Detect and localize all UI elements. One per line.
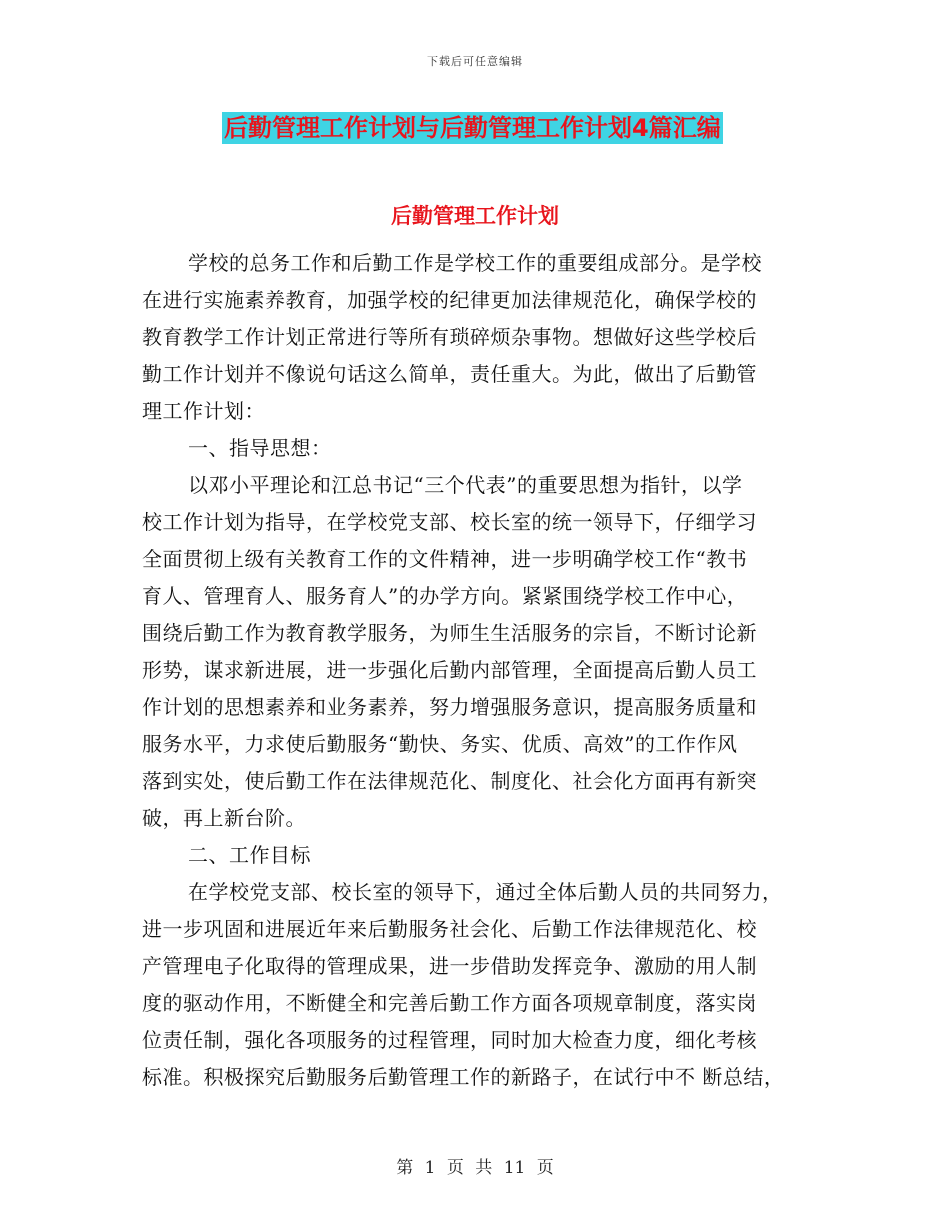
paragraph-line: 位责任制，强化各项服务的过程管理，同时加大检查力度，细化考核 bbox=[142, 1028, 757, 1052]
paragraph-line: 破，再上新台阶。 bbox=[142, 806, 306, 830]
paragraph-line: 以邓小平理论和江总书记“三个代表”的重要思想为指针，以学 bbox=[188, 473, 743, 497]
paragraph-line: 落到实处，使后勤工作在法律规范化、制度化、社会化方面再有新突 bbox=[142, 769, 757, 793]
paragraph-line: 围绕后勤工作为教育教学服务，为师生生活服务的宗旨，不断讨论新 bbox=[142, 621, 757, 645]
heading-line: 二、工作目标 bbox=[188, 843, 311, 867]
paragraph-line: 校工作计划为指导，在学校党支部、校长室的统一领导下，仔细学习 bbox=[142, 510, 757, 534]
page-number-footer: 第 1 页 共 11 页 bbox=[396, 1158, 554, 1178]
paragraph-line: 勤工作计划并不像说句话这么简单，责任重大。为此，做出了后勤管 bbox=[142, 362, 757, 386]
header-note: 下载后可任意编辑 bbox=[427, 55, 523, 68]
paragraph-line: 全面贯彻上级有关教育工作的文件精神，进一步明确学校工作“教书 bbox=[142, 547, 748, 571]
paragraph-line: 形势，谋求新进展，进一步强化后勤内部管理，全面提高后勤人员工 bbox=[142, 658, 757, 682]
heading-line: 一、指导思想： bbox=[188, 436, 332, 460]
paragraph-line: 标准。积极探究后勤服务后勤管理工作的新路子，在试行中不 断总结， bbox=[142, 1065, 785, 1089]
section-title: 后勤管理工作计划 bbox=[391, 204, 559, 228]
paragraph-line: 教育教学工作计划正常进行等所有琐碎烦杂事物。想做好这些学校后 bbox=[142, 325, 757, 349]
paragraph-line: 理工作计划： bbox=[142, 399, 265, 423]
paragraph-line: 服务水平，力求使后勤服务“勤快、务实、优质、高效”的工作作风 bbox=[142, 732, 738, 756]
paragraph-line: 作计划的思想素养和业务素养，努力增强服务意识，提高服务质量和 bbox=[142, 695, 757, 719]
paragraph-line: 产管理电子化取得的管理成果，进一步借助发挥竞争、激励的用人制 bbox=[142, 954, 757, 978]
paragraph-line: 在学校党支部、校长室的领导下，通过全体后勤人员的共同努力， bbox=[188, 880, 783, 904]
paragraph-line: 育人、管理育人、服务育人”的办学方向。紧紧围绕学校工作中心， bbox=[142, 584, 748, 608]
paragraph-line: 进一步巩固和进展近年来后勤服务社会化、后勤工作法律规范化、校 bbox=[142, 917, 757, 941]
main-title: 后勤管理工作计划与后勤管理工作计划4篇汇编 bbox=[224, 114, 721, 142]
paragraph-line: 度的驱动作用，不断健全和完善后勤工作方面各项规章制度，落实岗 bbox=[142, 991, 757, 1015]
paragraph-line: 学校的总务工作和后勤工作是学校工作的重要组成部分。是学校 bbox=[188, 251, 762, 275]
paragraph-line: 在进行实施素养教育，加强学校的纪律更加法律规范化，确保学校的 bbox=[142, 288, 757, 312]
